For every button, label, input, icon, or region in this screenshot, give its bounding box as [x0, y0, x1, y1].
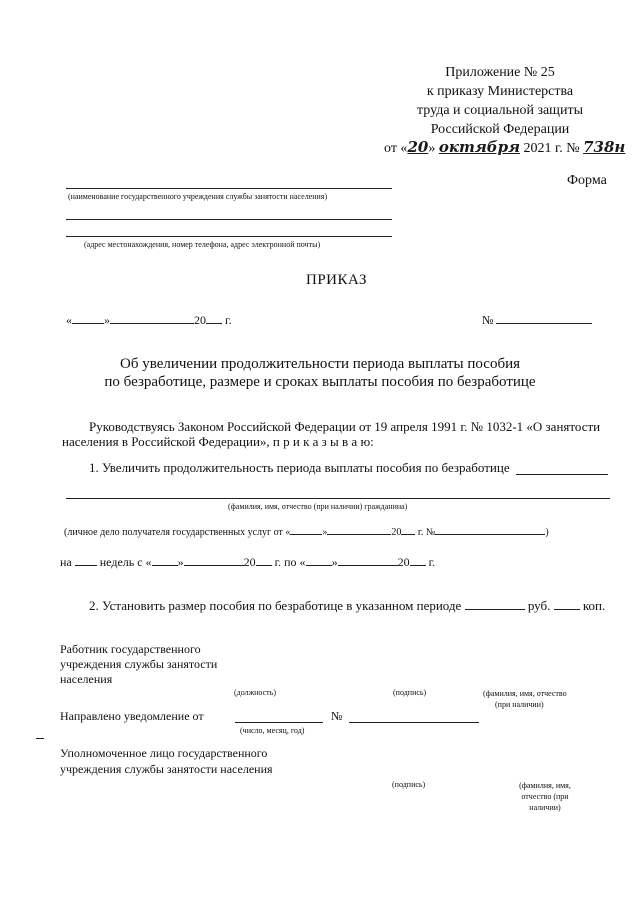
intro-line1: Руководствуясь Законом Российской Федерации от 19 апреля 1991 г. № 1032-1 «О занятости [89, 419, 601, 434]
subject-line2: по безработице, размере и сроках выплаты пособия по безработице [104, 374, 536, 390]
weeks-quote-close-2: » [331, 555, 338, 569]
weeks-day-blank [152, 565, 178, 566]
weeks-day2-blank [306, 565, 332, 566]
weeks-quote-close: » [177, 555, 184, 569]
year-blank [206, 323, 222, 324]
fio-line [66, 498, 610, 499]
weeks-year-2: 20 [397, 555, 410, 569]
intro-line2: населения в Российской Федерации», п р и к а з ы в а ю: [62, 434, 374, 449]
date-number-handwritten: 738н [583, 138, 626, 156]
address-caption: (адрес местонахождения, номер телефона, адрес электронной почты) [84, 240, 321, 249]
weeks-month2-blank [338, 565, 398, 566]
year-suffix: г. [225, 313, 232, 327]
form-label: Форма [567, 173, 607, 188]
day-blank [72, 323, 104, 324]
personal-case-row [64, 527, 549, 539]
document-title: ПРИКАЗ [306, 272, 367, 288]
appendix-date [384, 138, 625, 158]
worker-line3: населения [60, 672, 113, 686]
weeks-row [60, 555, 435, 570]
notice-number-sign: № [331, 709, 343, 723]
fio3-caption-2: отчество (при [521, 792, 569, 801]
number-blank [496, 323, 592, 324]
pc-number-sign: г. № [417, 527, 436, 538]
date-caption: (число, месяц, год) [240, 726, 305, 735]
fio3-caption-1: (фамилия, имя, [519, 781, 571, 790]
pc-close-paren: ) [545, 527, 549, 538]
weeks-month-blank [184, 565, 244, 566]
fio-short-caption-2: (при наличии) [495, 700, 544, 709]
number-sign: № [482, 313, 494, 327]
weeks-count-blank [75, 565, 97, 566]
subject-line1: Об увеличении продолжительности периода выплаты пособия [119, 356, 520, 372]
rub-blank [465, 609, 525, 610]
order-date [66, 313, 232, 328]
rub-label: руб. [527, 598, 551, 613]
authorized-line2: учреждения службы занятости населения [60, 762, 273, 776]
address-line [66, 236, 392, 237]
month-blank [110, 323, 194, 324]
institution-line-2 [66, 219, 392, 220]
weeks-year-blank [256, 565, 272, 566]
institution-caption: (наименование государственного учреждения службы занятости населения) [68, 192, 328, 201]
notice-date-line [235, 722, 323, 723]
pc-year-blank [401, 534, 415, 535]
fio-short-caption-1: (фамилия, имя, отчество [483, 689, 567, 698]
institution-line [66, 188, 392, 189]
signature-caption-2: (подпись) [392, 780, 426, 789]
appendix-title: Приложение № 25 [445, 65, 555, 80]
date-mid: » [428, 141, 436, 156]
fio3-caption-3: наличии) [529, 803, 561, 812]
weeks-to-text: г. по « [274, 555, 306, 569]
date-day-handwritten: 20 [407, 138, 429, 156]
notice-text: Направлено уведомление от [60, 709, 204, 723]
year-prefix: 20 [194, 313, 206, 327]
quote-close: » [104, 313, 110, 327]
appendix-line2: к приказу Министерства [426, 84, 574, 99]
pc-month-blank [327, 534, 391, 535]
weeks-year-suffix: г. [428, 555, 436, 569]
pc-quote-close: » [322, 527, 328, 538]
margin-mark [36, 738, 44, 739]
date-year: 2021 г. № [523, 141, 580, 156]
item1-text: 1. Увеличить продолжительность периода выплаты пособия по безработице [89, 460, 510, 475]
weeks-from-text: недель с « [99, 555, 152, 569]
item2-text: 2. Установить размер пособия по безработице в указанном периоде [89, 598, 462, 613]
authorized-line1: Уполномоченное лицо государственного [60, 746, 268, 760]
notice-number-line [349, 722, 479, 723]
weeks-year: 20 [243, 555, 256, 569]
quote-open: « [66, 313, 72, 327]
appendix-line3: труда и социальной защиты [417, 103, 583, 118]
pc-day-blank [290, 534, 322, 535]
kop-blank [554, 609, 580, 610]
appendix-line4: Российской Федерации [430, 122, 570, 137]
date-month-handwritten: октября [438, 138, 521, 156]
signature-caption: (подпись) [393, 688, 427, 697]
item2-row [89, 598, 605, 614]
order-number [482, 313, 592, 328]
item1-blank [516, 474, 608, 475]
worker-line2: учреждения службы занятости [60, 657, 218, 671]
pc-year: 20 [391, 527, 402, 538]
date-prefix: от « [384, 141, 408, 156]
weeks-year2-blank [410, 565, 426, 566]
fio-caption: (фамилия, имя, отчество (при наличии) гражданина) [228, 502, 408, 511]
weeks-na: на [60, 555, 72, 569]
kop-label: коп. [582, 598, 606, 613]
position-caption: (должность) [234, 688, 276, 697]
pc-number-blank [435, 534, 545, 535]
personal-case-text: (личное дело получателя государственных услуг от « [64, 527, 291, 538]
worker-line1: Работник государственного [60, 642, 201, 656]
